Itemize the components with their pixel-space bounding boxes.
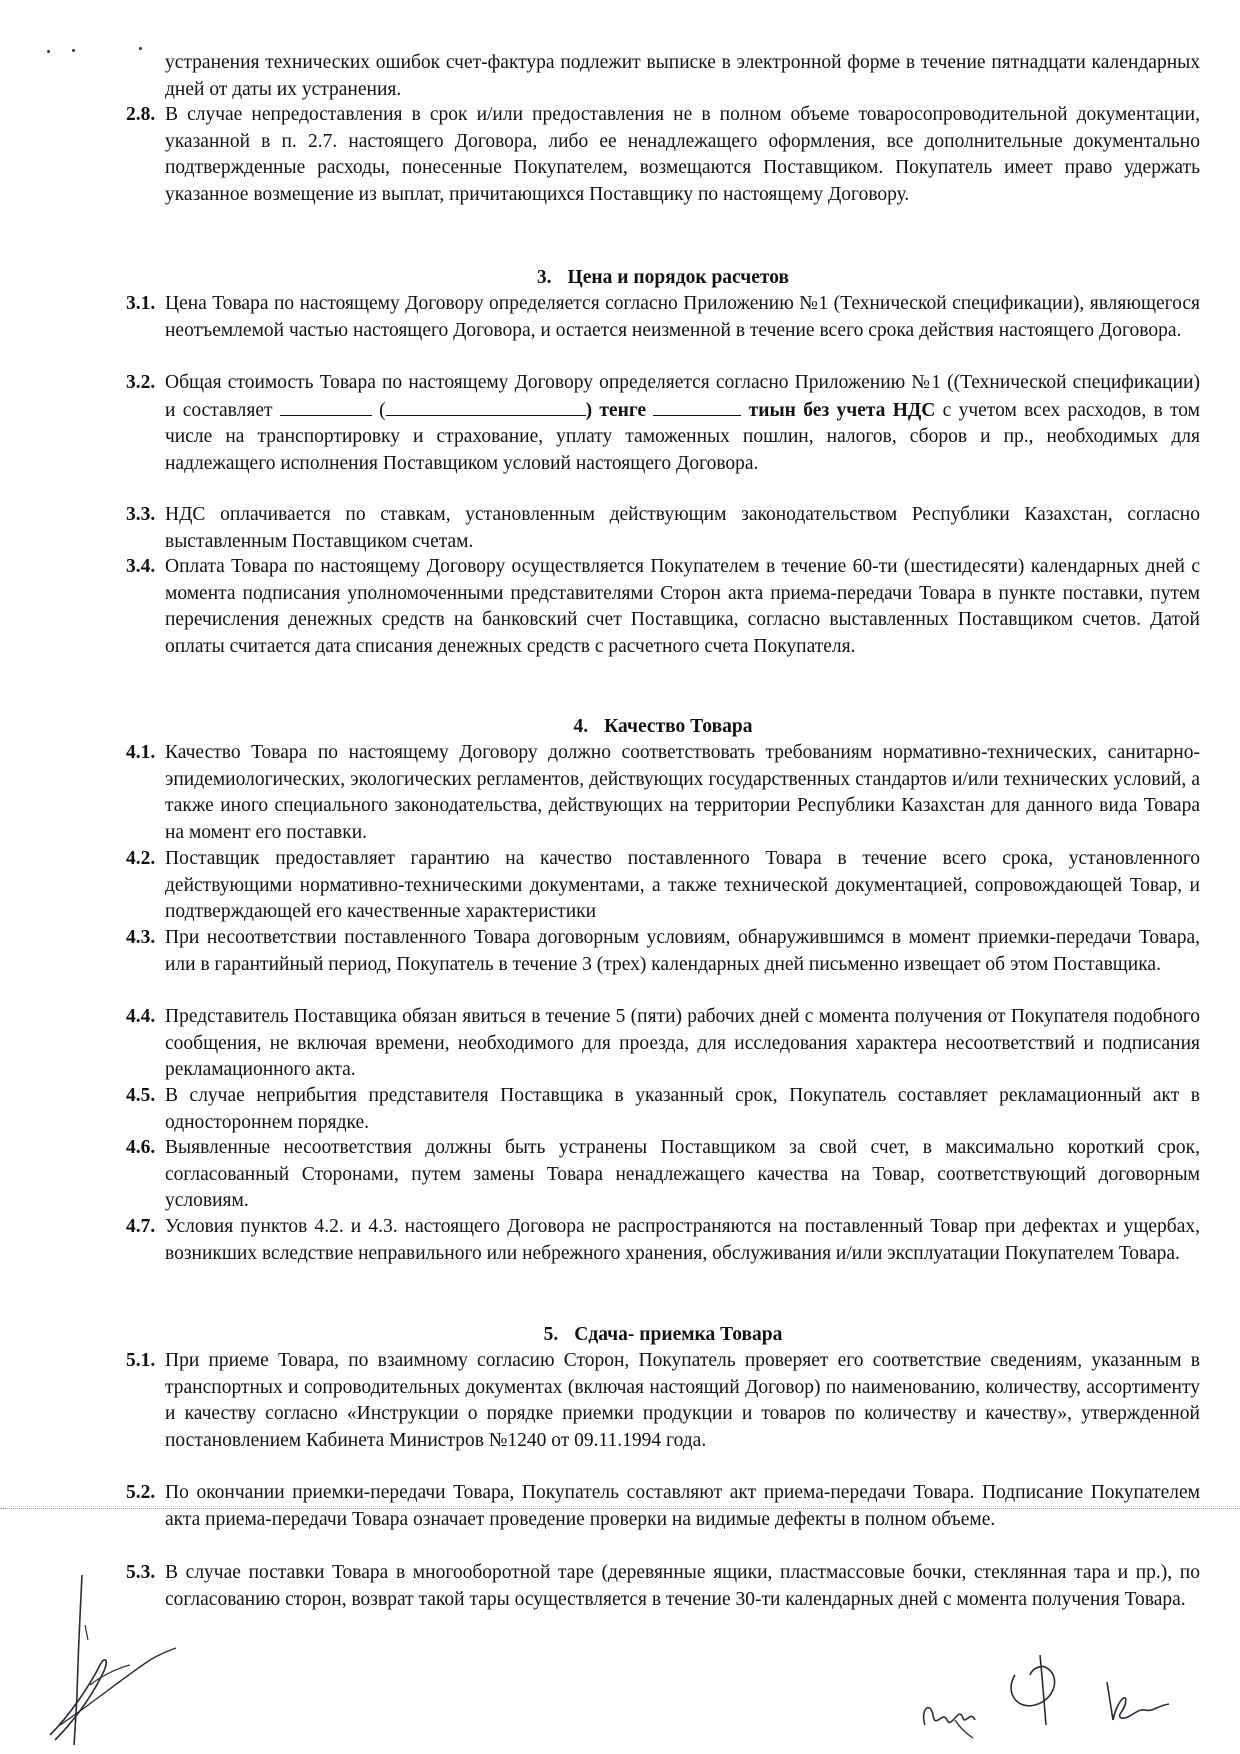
tiyn-blank	[653, 397, 741, 416]
section-3-heading	[126, 265, 1200, 292]
clause-4-3	[126, 925, 1200, 978]
clause-4-2	[126, 846, 1200, 926]
clause-text: В случае неприбытия представителя Поставщика в указанный срок, Покупатель составляет рекламационный акт в одностороннем порядке.	[165, 1085, 1200, 1133]
clause-3-4	[126, 554, 1200, 660]
clause-number: 5.3.	[126, 1562, 156, 1583]
clause-text: Качество Товара по настоящему Договору должно соответствовать требованиям нормативно-технических, санитарно-эпидемиологических, экологических регламентов, действующих государственных стандартов и/или технических условий, а также иного специального законодательства, действующих на территории Республики Казахстан для данного вида Товара на момент его поставки.	[165, 742, 1200, 843]
clause-text: Поставщик предоставляет гарантию на качество поставленного Товара в течение всего срока, установленного действующими нормативно-техническими документами, а также технической документацией, сопровождающей Товар, и подтверждающей его качественные характеристики	[165, 848, 1200, 922]
left-signature-image	[30, 1565, 180, 1750]
clause-text	[165, 370, 1200, 477]
clause-5-1	[126, 1348, 1200, 1454]
clause-text-part1: Общая стоимость Товара по настоящему Договору определяется согласно Приложению №1 ((Технической спецификации) и составляет	[165, 372, 1200, 421]
clause-text: НДС оплачивается по ставкам, установленным действующим законодательством Республики Казахстан, согласно выставленным Поставщиком счетам.	[165, 504, 1200, 552]
clause-number: 4.4.	[126, 1006, 156, 1027]
clause-text: В случае поставки Товара в многооборотной таре (деревянные ящики, пластмассовые бочки, стеклянная тара и пр.), по согласованию сторон, возврат такой тары осуществляется в течение 30-ти календарных дней с момента получения Товара.	[165, 1562, 1200, 1610]
clause-number: 5.2.	[126, 1482, 156, 1503]
clause-2-8	[126, 102, 1200, 208]
clause-3-3	[126, 502, 1200, 555]
clause-text: Условия пунктов 4.2. и 4.3. настоящего Договора не распространяются на поставленный Товар при дефектах и ущербах, возникших вследствие неправильного или небрежного хранения, обслуживания и/или эксплуатации Покупателем Товара.	[165, 1216, 1200, 1264]
section-number: 5.	[543, 1324, 559, 1345]
clause-text: В случае непредоставления в срок и/или предоставления не в полном объеме товаросопроводительной документации, указанной в п. 2.7. настоящего Договора, либо ее ненадлежащего оформления, все дополнительные документально подтвержденные расходы, понесенные Покупателем, возмещаются Поставщиком. Покупатель имеет право удержать указанное возмещение из выплат, причитающихся Поставщику по настоящему Договору.	[165, 104, 1200, 205]
open-paren: (	[379, 399, 386, 421]
scan-speck	[72, 49, 75, 52]
clause-4-7	[126, 1214, 1200, 1267]
clause-text-part2: с учетом всех расходов, в том числе на транспортировку и страхование, уплату таможенных пошлин, налогов, сборов и пр., необходимых для надлежащего исполнения Поставщиком условий настоящего Договора.	[165, 399, 1200, 474]
section-number: 4.	[573, 716, 589, 737]
clause-number: 4.5.	[126, 1085, 156, 1106]
tiyn-label: тиын без учета НДС	[748, 399, 936, 421]
initials-signature-1	[915, 1670, 995, 1740]
scan-speck	[139, 47, 142, 50]
section-5-heading	[126, 1322, 1200, 1349]
clause-5-3	[126, 1560, 1200, 1613]
clause-number: 4.1.	[126, 742, 156, 763]
clause-text: Цена Товара по настоящему Договору определяется согласно Приложению №1 (Технической спецификации), являющегося неотъемлемой частью настоящего Договора, и остается неизменной в течение всего срока действия настоящего Договора.	[165, 293, 1200, 341]
scan-speck	[47, 50, 50, 53]
clause-number: 3.4.	[126, 556, 156, 577]
clause-number: 5.1.	[126, 1350, 156, 1371]
clause-text: При приеме Товара, по взаимному согласию Сторон, Покупатель проверяет его соответствие сведениям, указанным в транспортных и сопроводительных документах (включая настоящий Договор) по наименованию, количеству, ассортименту и качеству согласно «Инструкции о порядке приемки продукции и товаров по количеству и качеству», утвержденной постановлением Кабинета Министров №1240 от 09.11.1994 года.	[165, 1350, 1200, 1451]
clause-number: 4.6.	[126, 1137, 156, 1158]
intro-paragraph	[165, 50, 1200, 103]
clause-5-2	[126, 1480, 1200, 1533]
clause-4-6	[126, 1135, 1200, 1215]
clause-text: Выявленные несоответствия должны быть устранены Поставщиком за свой счет, в максимально короткий срок, согласованный Сторонами, путем замены Товара ненадлежащего качества на Товар, соответствующий договорным условиям.	[165, 1137, 1200, 1211]
clause-number: 3.1.	[126, 293, 156, 314]
amount-blank	[280, 397, 372, 416]
amount-words-blank	[386, 397, 586, 416]
clause-text: Представитель Поставщика обязан явиться в течение 5 (пяти) рабочих дней с момента получения от Покупателя подобного сообщения, не включая времени, необходимого для проезда, для исследования характера несоответствий и подписания рекламационного акта.	[165, 1006, 1200, 1080]
scan-artifact-line	[0, 1508, 1240, 1509]
clause-number: 4.2.	[126, 848, 156, 869]
initials-signature-2	[1000, 1645, 1090, 1735]
clause-text: Оплата Товара по настоящему Договору осуществляется Покупателем в течение 60-ти (шестидесяти) календарных дней с момента подписания уполномоченными представителями Сторон акта приема-передачи Товара в пункте поставки, путем перечисления денежных средств на банковский счет Поставщика, согласно выставленных Поставщиком счетов. Датой оплаты считается дата списания денежных средств с расчетного счета Покупателя.	[165, 556, 1200, 657]
clause-number: 4.7.	[126, 1216, 156, 1237]
section-number: 3.	[536, 267, 552, 288]
section-4-heading	[126, 714, 1200, 741]
section-title: Качество Товара	[604, 716, 753, 737]
clause-3-2	[126, 370, 1200, 477]
clause-number: 3.2.	[126, 372, 156, 393]
clause-number: 2.8.	[126, 104, 156, 125]
clause-number: 4.3.	[126, 927, 156, 948]
intro-text: устранения технических ошибок счет-фактура подлежит выписке в электронной форме в течение пятнадцати календарных дней от даты их устранения.	[165, 52, 1200, 100]
initials-signature-3	[1095, 1670, 1185, 1730]
clause-4-1	[126, 740, 1200, 846]
section-title: Цена и порядок расчетов	[567, 267, 790, 288]
clause-text: По окончании приемки-передачи Товара, Покупатель составляют акт приема-передачи Товара. Подписание Покупателем акта приема-передачи Товара означает проведение проверки на видимые дефекты в полном объеме.	[165, 1482, 1200, 1530]
tenge-label: ) тенге	[585, 399, 647, 421]
clause-4-5	[126, 1083, 1200, 1136]
clause-number: 3.3.	[126, 504, 156, 525]
clause-text: При несоответствии поставленного Товара договорным условиям, обнаружившимся в момент приемки-передачи Товара, или в гарантийный период, Покупатель в течение 3 (трех) календарных дней письменно извещает об этом Поставщика.	[165, 927, 1200, 975]
section-title: Сдача- приемка Товара	[574, 1324, 783, 1345]
clause-4-4	[126, 1004, 1200, 1084]
clause-3-1	[126, 291, 1200, 344]
